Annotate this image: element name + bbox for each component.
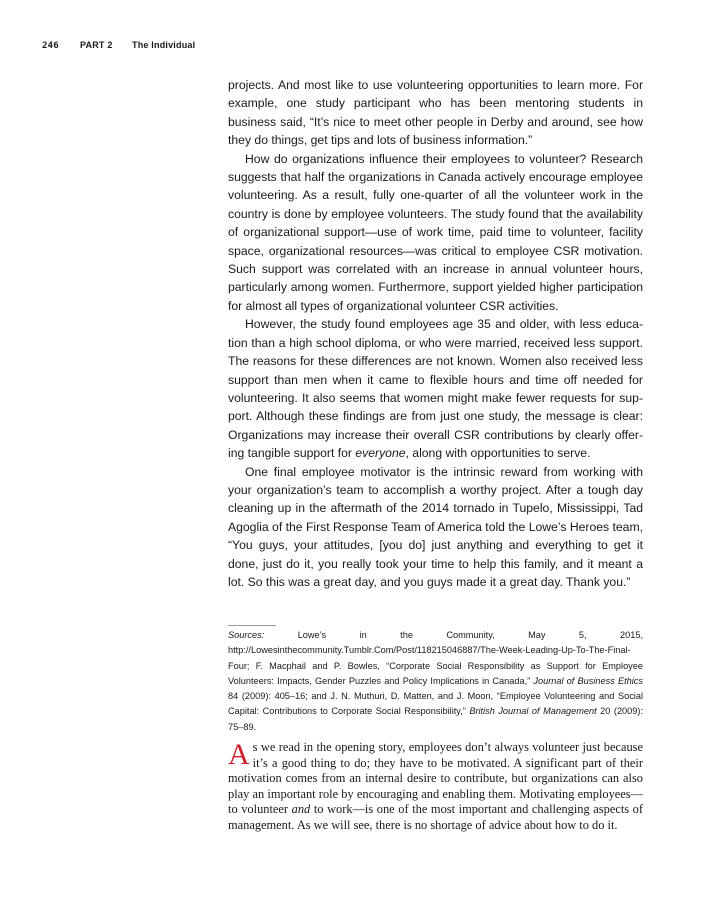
sources-journal-2: British Journal of Management [469, 706, 597, 717]
intro-emphasis: and [291, 802, 311, 817]
paragraph-2: How do organizations influence their employees to volunteer? Research suggests that half the organizations in Canada actively encourage employee volunteering. As a result, fully one-quarter of all the volunteer work in the country is done by employee volunteers. The study found that the availability of organizational support—use of work time, paid time to volunteer, facility space, organizational resources—was critical to employee CSR motivation. Such support was correlated with an increase in annual volunteer hours, particularly among women. Furthermore, support yielded higher participation for almost all types of organizational volunteer CSR activities. [228, 151, 643, 313]
paragraph-3-text-a: However, the study found employees age 35 and older, with less education than a high school diploma, or who were married, received less support. The reasons for these differences are not known. Women also received less support than men when it came to flexible hours and time off needed for volunteering. It also seems that women might make fewer requests for support. Although these findings are from just one study, the message is clear: Organizations may increase their overall CSR contributions by clearly offering tangible support for [228, 317, 643, 461]
paragraph-3-text-b: , along with opportunities to serve. [405, 446, 591, 461]
sources-label: Sources: [228, 630, 265, 640]
sources-journal-1: Journal of Business Ethics [533, 675, 643, 686]
running-head [42, 40, 195, 51]
sources-text-2: 84 (2009): 405–16; and J. N. Muthuri, D. Matten, and J. Moon, “Employee Volunteering and Social Capital: Contributions to Corporate Social Responsibility,” [228, 691, 643, 717]
sources-text-1: Lowe’s in the Community, May 5, 2015, http://Lowesinthecommunity.Tumblr.Com/Post/118215046887/The-Week-Leading-Up-To-The-Final-Four; F. Macphail and P. Bowles, “Corporate Social Responsibility as Support for Employee Volunteers: Impacts, Gender Puzzles and Policy Implications in Canada,” [228, 630, 643, 686]
chapter-intro [228, 740, 643, 834]
body-text [228, 76, 643, 591]
part-label: PART 2 [80, 40, 113, 50]
paragraph-1: projects. And most like to use volunteering opportunities to learn more. For example, one study participant who has been mentoring students in business said, “It’s nice to meet other people in Derby and around, see how they do things, get tips and lots of business information.” [228, 78, 643, 148]
paragraph-4: One final employee motivator is the intrinsic reward from working with your organization’s team to accomplish a worthy project. After a tough day cleaning up in the aftermath of the 2014 tornado in Tupelo, Mississippi, Tad Agoglia of the First Response Team of America told the Lowe’s Heroes team, “You guys, your attitudes, [you do] just anything and everything to get it done, just do it, you really took your time to help this family, and it meant a lot. So this was a great day, and you guys made it a great day. Thank you.” [228, 464, 643, 589]
sources-note [228, 628, 643, 735]
page-number: 246 [42, 41, 59, 51]
paragraph-3 [228, 315, 643, 462]
paragraph-3-emphasis: everyone [355, 446, 406, 461]
intro-text-1: s we read in the opening story, employees don’t always volunteer just because it’s a good thing to do; they have to be motivated. A significant part of their motivation comes from an internal desire to contribute, but organizations can also play an important role by encouraging and enabling them. Motivating employees—to volunteer [228, 740, 643, 817]
sources-text-3: 20 (2009): 75–89. [228, 706, 643, 732]
part-title: The Individual [132, 40, 196, 50]
sources-divider [228, 625, 276, 626]
drop-cap: A [228, 738, 250, 771]
intro-text-2: to work—is one of the most important and challenging aspects of management. As we will see, there is no shortage of advice about how to do it. [228, 802, 643, 832]
